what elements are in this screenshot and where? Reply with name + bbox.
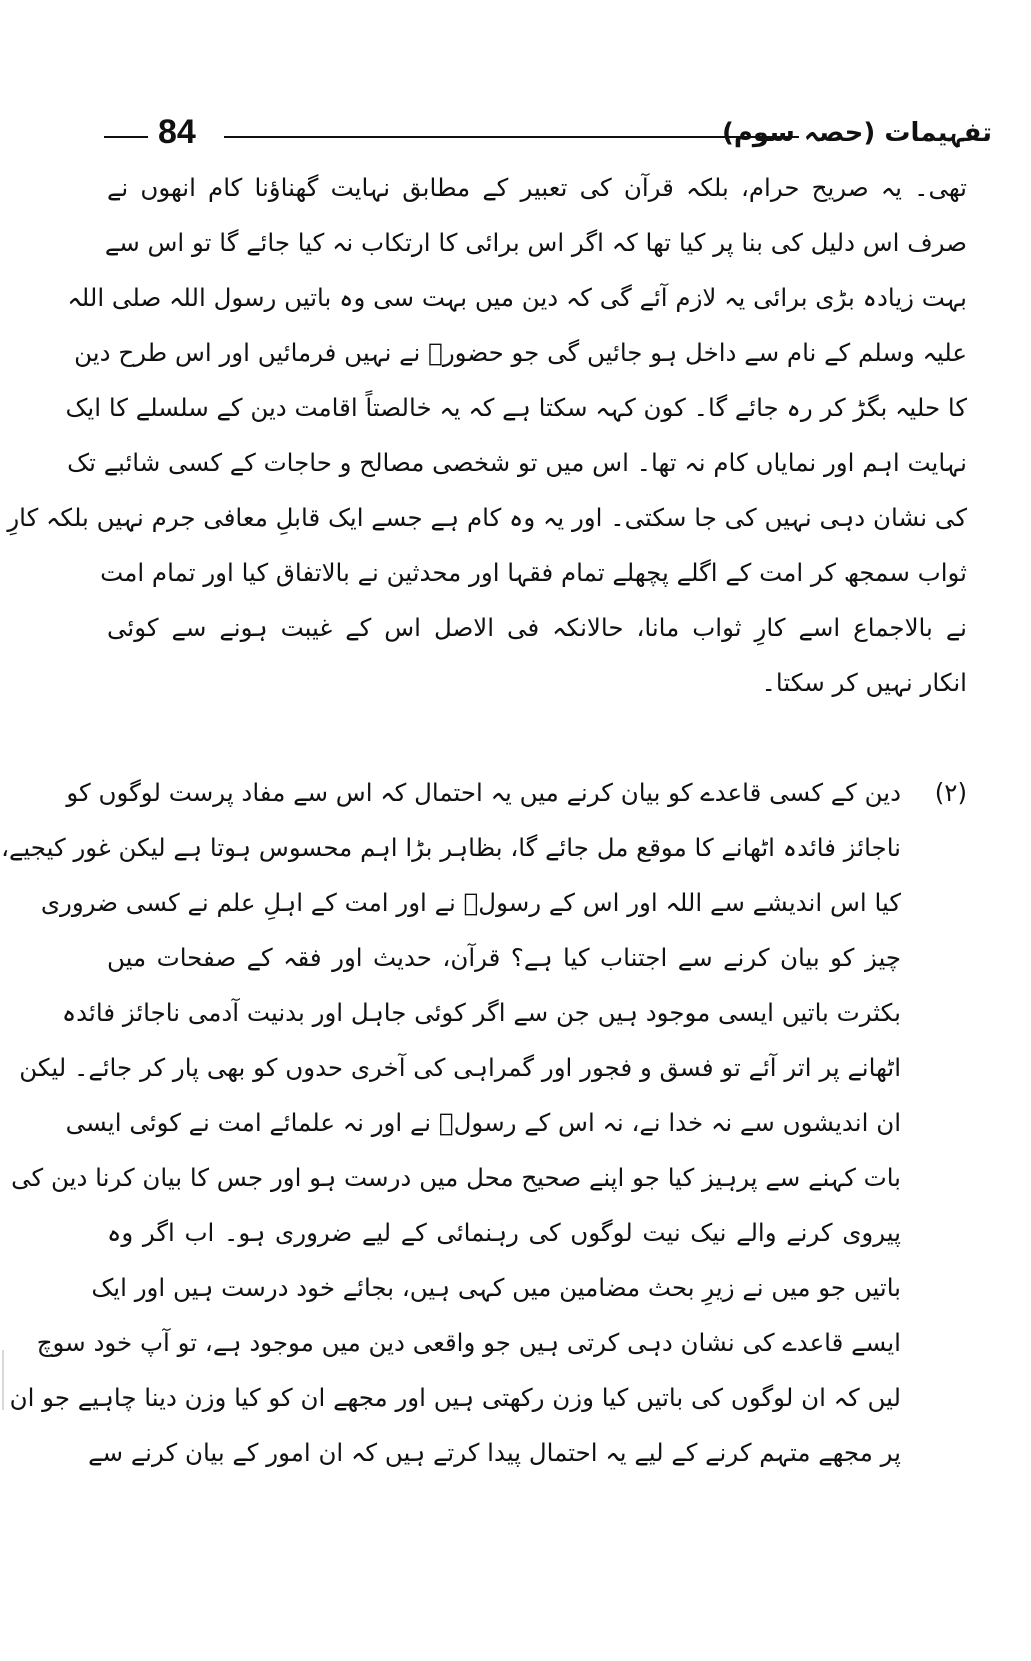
text-line: بات کہنے سے پرہیز کیا جو اپنے صحیح محل میں درست ہو اور جس کا بیان کرنا دین کی xyxy=(11,1163,901,1192)
text-line: کا حلیہ بگڑ کر رہ جائے گا۔ کون کہہ سکتا ہے کہ یہ خالصتاً اقامت دین کے سلسلے کا ایک xyxy=(65,393,967,422)
text-line: پر مجھے متہم کرنے کے لیے یہ احتمال پیدا کرتے ہیں کہ ان امور کے بیان کرنے سے xyxy=(88,1438,901,1467)
text-line: نہایت اہم اور نمایاں کام نہ تھا۔ اس میں تو شخصی مصالح و حاجات کے کسی شائبے تک xyxy=(67,448,967,477)
text-line: پیروی کرنے والے نیک نیت لوگوں کی رہنمائی کے لیے ضروری ہو۔ اب اگر وہ xyxy=(107,1218,901,1247)
text-line: بہت زیادہ بڑی برائی یہ لازم آئے گی کہ دین میں بہت سی وہ باتیں رسول اللہ صلی اللہ xyxy=(67,283,967,312)
text-line: ناجائز فائدہ اٹھانے کا موقع مل جائے گا، بظاہر بڑا اہم محسوس ہوتا ہے لیکن غور کیجیے، xyxy=(1,833,901,862)
header-rule-middle xyxy=(224,136,799,138)
running-title: تفہیمات (حصہ سوم) xyxy=(721,118,992,148)
text-line: ایسے قاعدے کی نشان دہی کرتی ہیں جو واقعی دین میں موجود ہے، تو آپ خود سوچ xyxy=(36,1328,901,1357)
text-line: دین کے کسی قاعدے کو بیان کرنے میں یہ احتمال کہ اس سے مفاد پرست لوگوں کو xyxy=(66,778,901,807)
text-line: علیہ وسلم کے نام سے داخل ہو جائیں گی جو حضورؐ نے نہیں فرمائیں اور اس طرح دین xyxy=(74,338,967,367)
text-line: کیا اس اندیشے سے اللہ اور اس کے رسولؐ نے اور امت کے اہلِ علم نے کسی ضروری xyxy=(40,888,901,917)
page-number: 84 xyxy=(158,113,196,151)
header-rule-left xyxy=(104,136,148,138)
text-line: کی نشان دہی نہیں کی جا سکتی۔ اور یہ وہ کام ہے جسے ایک قابلِ معافی جرم نہیں بلکہ کارِ xyxy=(7,503,967,532)
text-line: تھی۔ یہ صریح حرام، بلکہ قرآن کی تعبیر کے مطابق نہایت گھناؤنا کام انھوں نے xyxy=(107,173,967,202)
text-line: نے بالاجماع اسے کارِ ثواب مانا، حالانکہ فی الاصل اس کے غیبت ہونے سے کوئی xyxy=(107,613,967,642)
text-line: صرف اس دلیل کی بنا پر کیا تھا کہ اگر اس برائی کا ارتکاب نہ کیا جائے گا تو اس سے xyxy=(104,228,967,257)
paragraph-2 xyxy=(1,765,967,1480)
paragraph-number: (۲) xyxy=(934,778,967,807)
text-line: چیز کو بیان کرنے سے اجتناب کیا ہے؟ قرآن، حدیث اور فقہ کے صفحات میں xyxy=(107,943,901,972)
text-line: ان اندیشوں سے نہ خدا نے، نہ اس کے رسولؐ نے اور نہ علمائے امت نے کوئی ایسی xyxy=(65,1108,901,1137)
paragraph-1 xyxy=(7,160,967,710)
paragraph-2-lines xyxy=(1,765,901,1480)
page-header xyxy=(96,112,992,156)
text-line: لیں کہ ان لوگوں کی باتیں کیا وزن رکھتی ہیں اور مجھے ان کو کیا وزن دینا چاہیے جو ان xyxy=(9,1383,901,1412)
text-line: باتیں جو میں نے زیرِ بحث مضامین میں کہی ہیں، بجائے خود درست ہیں اور ایک xyxy=(91,1273,901,1302)
text-line: ثواب سمجھ کر امت کے اگلے پچھلے تمام فقہا اور محدثین نے بالاتفاق کیا اور تمام امت xyxy=(100,558,967,587)
text-line: اٹھانے پر اتر آئے تو فسق و فجور اور گمراہی کی آخری حدوں کو بھی پار کر جائے۔ لیکن xyxy=(19,1053,901,1082)
text-line: بکثرت باتیں ایسی موجود ہیں جن سے اگر کوئی جاہل اور بدنیت آدمی ناجائز فائدہ xyxy=(61,998,901,1027)
text-line-last: انکار نہیں کر سکتا۔ xyxy=(761,668,967,697)
scan-margin-mark xyxy=(2,1350,4,1410)
